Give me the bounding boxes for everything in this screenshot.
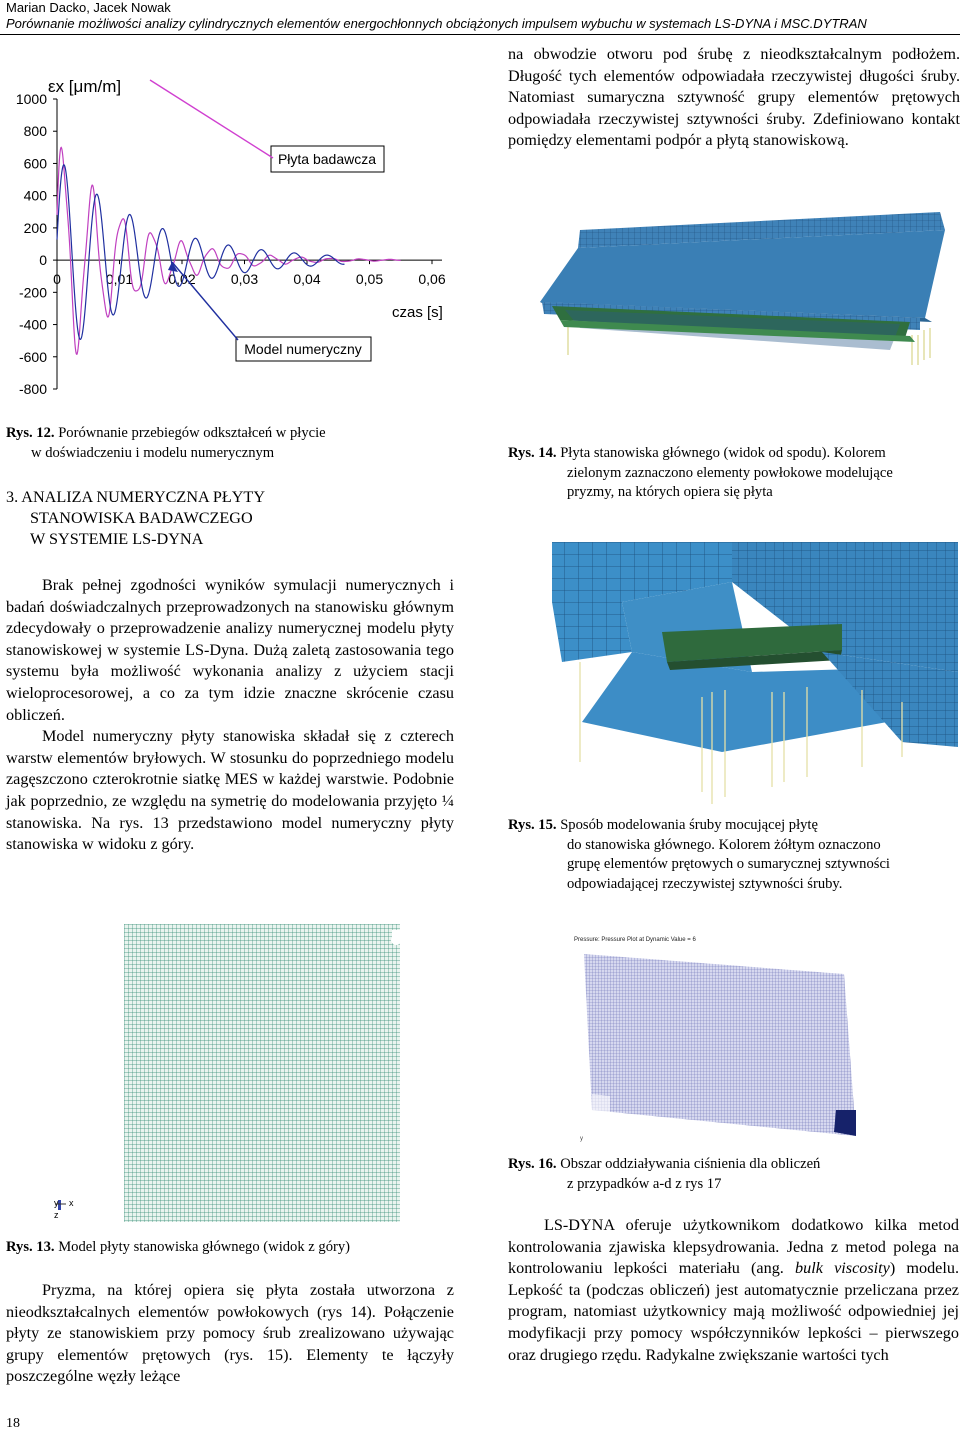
x-axis-label: czas [s] <box>392 304 443 321</box>
x-tick-label: 0 <box>53 271 61 288</box>
x-tick-label: 0,02 <box>168 271 196 288</box>
fig13-caption-text: Model płyty stanowiska głównego (widok z góry) <box>54 1239 351 1255</box>
bolt-model-figure <box>522 542 958 804</box>
x-tick-label: 0,03 <box>230 271 259 288</box>
annotation-arrow-measured <box>150 80 273 158</box>
y-tick-label: 1000 <box>15 91 47 107</box>
fig12-caption-label: Rys. 12. <box>6 425 55 441</box>
fig15-caption-line2: do stanowiska głównego. Kolorem żółtym oznaczono <box>567 836 881 853</box>
series-line-numerical <box>57 165 345 340</box>
right-bottom-paragraph <box>508 1215 959 1366</box>
y-axis-label: εx [μm/m] <box>48 77 122 96</box>
left-paragraph-p2: Model numeryczny płyty stanowiska składał się z czterech warstw elementów bryłowych. W stosunku do poprzedniego modelu zagęszczono czterokrotnie siatkę MES w każdej warstwie. Podobnie jak poprzednio, ze względu na symetrię do modelowania przyjęto ¼ stanowiska. Na rys. 13 przedstawiono model numeryczny płyty stanowiska w widoku z góry. <box>6 727 454 854</box>
y-tick-label: 0 <box>39 252 47 269</box>
fig15-caption-label: Rys. 15. <box>508 817 557 833</box>
y-tick-label: 600 <box>23 155 47 172</box>
x-tick-label: 0,01 <box>105 271 134 288</box>
section3-line3: W SYSTEMIE LS-DYNA <box>30 530 204 548</box>
series-line-measured <box>57 147 401 354</box>
annotation-numerical: Model numeryczny <box>244 341 362 357</box>
section3-heading <box>6 487 266 550</box>
header-authors: Marian Dacko, Jacek Nowak <box>6 0 171 15</box>
fig16-caption-line1: Obszar oddziaływania ciśnienia dla obliczeń <box>556 1156 821 1172</box>
right-bottom-text-part2: ) modelu. Lepkość ta (podczas obliczeń) jest automatycznie przeliczana przez program, natomiast użytkownicy mają możliwość odpowiedniej jej modyfikacji przy pomocy współczynników lepkości – pierwszego oraz drugiego rzędu. Radykalne zwiększanie wartości tych <box>508 1259 960 1364</box>
section3-line1: 3. ANALIZA NUMERYCZNA PŁYTY <box>6 488 266 506</box>
section3-line2: STANOWISKA BADAWCZEGO <box>30 509 253 527</box>
right-top-text: na obwodzie otworu pod śrubę z nieodkształcalnym podłożem. Długość tych elementów odpowiadała rzeczywistej długości śruby. Natomiast sumaryczna sztywność grupy elementów prętowych odpowiadała rzeczywistej sztywności śruby. Zdefiniowano kontakt pomiędzy elementami podpór a płytą stanowiskową. <box>508 45 960 150</box>
fig16-screen-title: Pressure: Pressure Plot at Dynamic Value = 6 <box>574 937 696 943</box>
header-divider <box>0 34 960 35</box>
fig13-axis-y: y <box>54 1198 59 1208</box>
header-title: Porównanie możliwości analizy cylindrycznych elementów energochłonnych obciążonych impulsem wybuchu w systemach LS-DYNA i MSC.DYTRAN <box>6 16 867 31</box>
left-paragraph-p1: Brak pełnej zgodności wyników symulacji numerycznych i badań doświadczalnych przeprowadzonych na stanowisku głównym zdecydowały o przeprowadzenie analizy numerycznej modelu płyty stanowiskowej w systemie LS-Dyna. Dużą zaletą zastosowania tego systemu była możliwość wykonania analizy z użyciem stacji wieloprocesorowej, a co za tym idzie znaczne skrócenie czasu obliczeń. <box>6 576 454 724</box>
annotation-measured: Płyta badawcza <box>277 151 377 167</box>
fig16-caption <box>508 1155 960 1194</box>
left-paragraph <box>6 575 454 856</box>
fig16-caption-line2: z przypadków a-d z rys 17 <box>567 1175 722 1192</box>
y-tick-label: -600 <box>18 348 47 365</box>
y-tick-label: -200 <box>18 284 47 301</box>
x-tick-label: 0,05 <box>355 271 384 288</box>
annotation-arrow-numerical <box>172 262 238 340</box>
fig15-caption <box>508 816 960 894</box>
fig15-caption-line3: grupę elementów prętowych o sumarycznej sztywności <box>567 856 890 873</box>
right-top-paragraph <box>508 44 960 152</box>
page-number: 18 <box>6 1416 20 1431</box>
strain-chart <box>0 40 470 410</box>
fig13-axis-x: x <box>69 1198 74 1208</box>
fig12-caption-line2: w doświadczeniu i modelu numerycznym <box>31 444 275 461</box>
fig14-caption-label: Rys. 14. <box>508 445 557 461</box>
right-bottom-text-part1: LS-DYNA oferuje użytkownikom dodatkowo kilka metod kontrolowania zjawiska klepsydrowania. Jedna z metod polega na kontrolowaniu lepkości materiału (ang. <box>508 1216 959 1278</box>
fig13-caption-label: Rys. 13. <box>6 1239 55 1255</box>
pressure-area-figure <box>556 924 960 1146</box>
fig13-caption <box>6 1238 466 1258</box>
fig14-caption <box>508 444 960 503</box>
y-tick-label: 800 <box>23 123 47 140</box>
plate-underside-figure <box>520 190 950 435</box>
fig13-axis-z: z <box>54 1210 59 1220</box>
y-tick-label: 200 <box>23 219 47 236</box>
fig14-caption-line3: pryzmy, na których opiera się płyta <box>567 484 773 501</box>
fig15-caption-line4: odpowiadającej rzeczywistej sztywności śruby. <box>567 875 843 892</box>
left-bottom-text: Pryzma, na której opiera się płyta została utworzona z nieodkształcalnych elementów powłokowych (rys 14). Połączenie płyty ze stanowiskiem przy pomocy śrub zrealizowano używając grupy elementów prętowych (rys. 15). Elementy te łączyły poszczególne węzły leżące <box>6 1281 454 1386</box>
left-bottom-paragraph <box>6 1280 454 1388</box>
fig15-caption-line1: Sposób modelowania śruby mocującej płytę <box>556 817 818 833</box>
right-bottom-text-italic: bulk viscosity <box>795 1259 890 1278</box>
x-tick-label: 0,06 <box>418 271 446 288</box>
y-tick-label: 400 <box>23 187 47 204</box>
right-bottom-text <box>508 1215 959 1366</box>
x-tick-label: 0,04 <box>293 271 321 288</box>
fig12-caption <box>6 424 466 463</box>
fig12-caption-line1: Porównanie przebiegów odkształceń w płycie <box>54 425 326 441</box>
y-tick-label: -400 <box>18 316 47 333</box>
plate-top-view-figure <box>40 924 410 1229</box>
fig14-caption-line2: zielonym zaznaczono elementy powłokowe modelujące <box>567 464 893 481</box>
y-tick-label: -800 <box>18 381 47 397</box>
fig16-axis-label: y <box>580 1136 583 1142</box>
fig16-caption-label: Rys. 16. <box>508 1156 557 1172</box>
fig14-caption-line1: Płyta stanowiska głównego (widok od spodu). Kolorem <box>556 445 886 461</box>
